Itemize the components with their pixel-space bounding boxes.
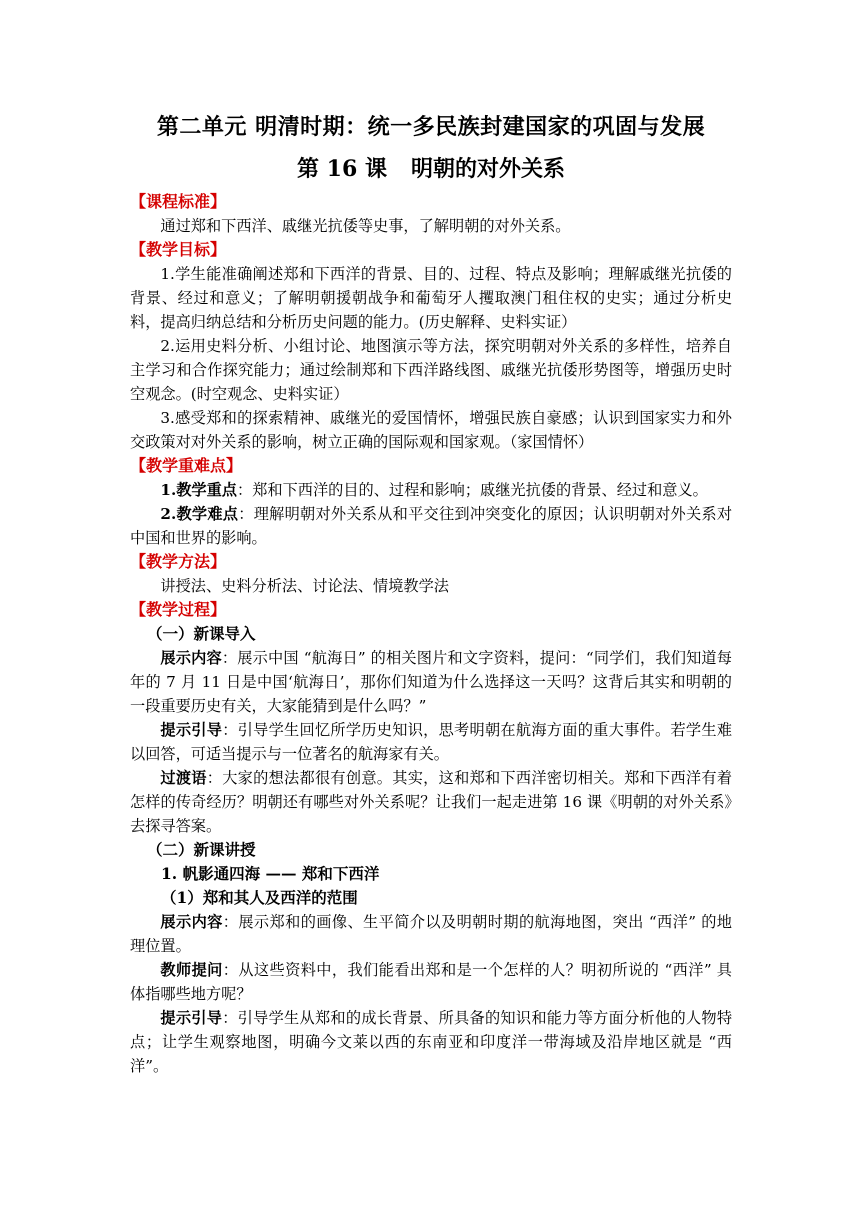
lesson-name: 明朝的对外关系 [410, 156, 565, 182]
part1-transition [130, 766, 732, 838]
key-point [130, 478, 732, 502]
part1-show-label: 展示内容 [160, 649, 222, 667]
part1-hint-text: ：引导学生回忆所学历史知识，思考明朝在航海方面的重大事件。若学生难以回答，可适当提示与一位著名的航海家有关。 [130, 721, 733, 763]
part1-show-text: ：展示中国 “航海日” 的相关图片和文字资料，提问：“同学们，我们知道每年的 7 月 11 日是中国‘航海日’，那你们知道为什么选择这一天吗？这背后其实和明朝的一段重要历史有关，大家能猜到是什么吗？” [130, 649, 732, 715]
lesson-number: 第 16 课 [297, 156, 387, 182]
part1-transition-label: 过渡语 [160, 769, 207, 787]
process-part2-title: （二）新课讲授 [147, 840, 256, 859]
part2-question-text: ：从这些资料中，我们能看出郑和是一个怎样的人？明初所说的 “西洋” 具体指哪些地方呢？ [130, 961, 732, 1003]
curriculum-standard-text: 通过郑和下西洋、戚继光抗倭等史事，了解明朝的对外关系。 [160, 217, 571, 235]
teaching-goal-3: 3.感受郑和的探索精神、戚继光的爱国情怀，增强民族自豪感；认识到国家实力和外交政策对对外关系的影响，树立正确的国际观和国家观。（家国情怀） [130, 409, 732, 451]
curriculum-standard-heading: 【课程标准】 [130, 192, 227, 211]
difficult-point [130, 502, 732, 550]
lesson-title [130, 154, 732, 184]
key-difficult-heading: 【教学重难点】 [130, 456, 243, 475]
part2-question [130, 958, 732, 1006]
part1-hint-label: 提示引导 [160, 721, 223, 739]
teaching-goals-heading: 【教学目标】 [130, 240, 227, 259]
process-heading: 【教学过程】 [130, 600, 227, 619]
difficult-point-text: ：理解明朝对外关系从和平交往到冲突变化的原因；认识明朝对外关系对中国和世界的影响。 [130, 505, 732, 547]
part2-question-label: 教师提问 [160, 961, 223, 979]
part2-topic1: 1. 帆影通四海 —— 郑和下西洋 [161, 864, 380, 883]
difficult-point-label: 2.教学难点 [160, 505, 239, 523]
key-point-text: ：郑和下西洋的目的、过程和影响；戚继光抗倭的背景、经过和意义。 [237, 481, 708, 499]
process-part1-title: （一）新课导入 [147, 624, 256, 643]
teaching-goal-1: 1.学生能准确阐述郑和下西洋的背景、目的、过程、特点及影响；理解戚继光抗倭的背景、经过和意义；了解明朝援朝战争和葡萄牙人攫取澳门租住权的史实；通过分析史料，提高归纳总结和分析历史问题的能力。(历史解释、史料实证） [130, 265, 732, 331]
document-content [130, 112, 732, 1078]
part1-show-content [130, 646, 732, 718]
methods-text: 讲授法、史料分析法、讨论法、情境教学法 [160, 577, 449, 595]
part2-hint [130, 1006, 732, 1078]
part1-hint [130, 718, 732, 766]
methods-heading: 【教学方法】 [130, 552, 227, 571]
part2-show-text: ：展示郑和的画像、生平简介以及明朝时期的航海地图，突出 “西洋” 的地理位置。 [130, 913, 732, 955]
unit-title: 第二单元 明清时期：统一多民族封建国家的巩固与发展 [156, 114, 706, 140]
part2-hint-text: ：引导学生从郑和的成长背景、所具备的知识和能力等方面分析他的人物特点；让学生观察地图，明确今文莱以西的东南亚和印度洋一带海域及沿岸地区就是 “西洋”。 [130, 1009, 733, 1075]
key-point-label: 1.教学重点 [160, 481, 237, 499]
part2-show-label: 展示内容 [160, 913, 223, 931]
part2-hint-label: 提示引导 [160, 1009, 223, 1027]
part1-transition-text: ：大家的想法都很有创意。其实，这和郑和下西洋密切相关。郑和下西洋有着怎样的传奇经历？明朝还有哪些对外关系呢？让我们一起走进第 16 课《明朝的对外关系》去探寻答案。 [130, 769, 733, 835]
part2-sub1: （1）郑和其人及西洋的范围 [161, 888, 358, 907]
part2-show-content [130, 910, 732, 958]
teaching-goal-2: 2.运用史料分析、小组讨论、地图演示等方法，探究明朝对外关系的多样性，培养自主学习和合作探究能力；通过绘制郑和下西洋路线图、戚继光抗倭形势图等，增强历史时空观念。(时空观念、史料实证） [130, 337, 732, 403]
